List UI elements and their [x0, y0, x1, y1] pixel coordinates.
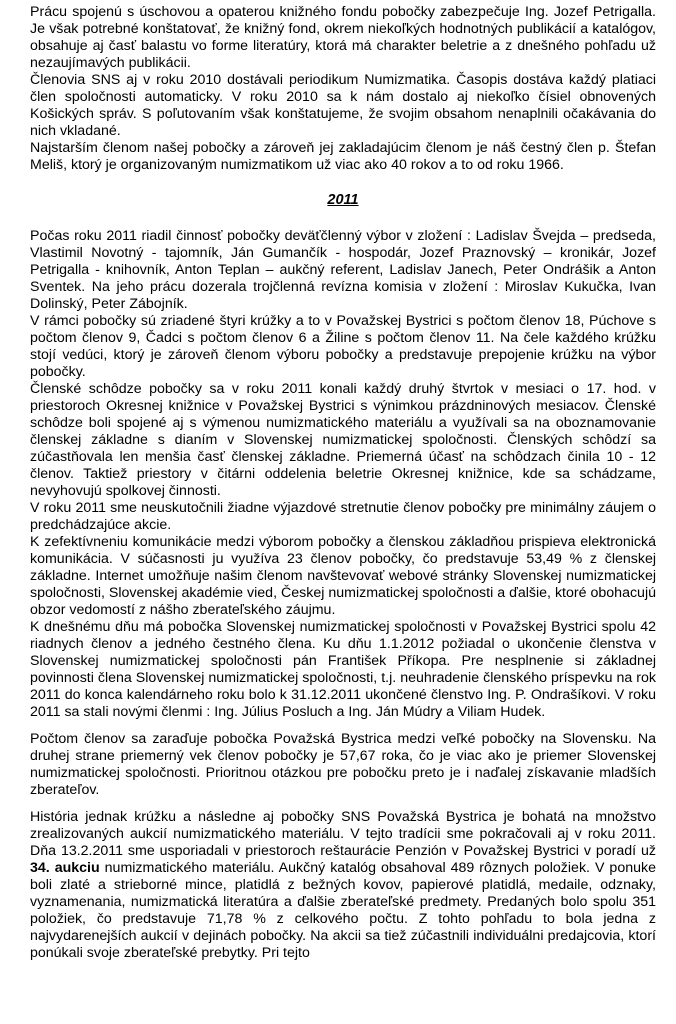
paragraph-communication: K zefektívneniu komunikácie medzi výborom pobočky a členskou základňou prispieva elektronická komunikácia. V súčasnosti ju využíva 23 členov pobočky, čo predstavuje 53,49 % z členskej základne. Internet umožňuje našim členom navštevovať webové stránky Slovenskej numizmatickej spoločnosti, Slovenskej akadémie vied, Českej numizmatickej spoločnosti a ďalšie, ktoré obohacujú obzor vedomostí z nášho zberateľského záujmu. [30, 534, 656, 618]
paragraph-membership: K dnešnému dňu má pobočka Slovenskej numizmatickej spoločnosti v Považskej Bystrici spolu 42 riadnych členov a jedného čestného člena. Ku dňu 1.1.2012 požiadal o ukončenie členstva v Slovenskej numizmatickej spoločnosti pán František Příkopa. Pre nesplnenie si základnej povinnosti člena Slovenskej numizmatickej spoločnosti, t.j. neuhradenie členského príspevku na rok 2011 do konca kalendárneho roku bolo k 31.12.2011 ukončené členstvo Ing. P. Ondrašíkovi. V roku 2011 sa stali novými členmi : Ing. Július Posluch a Ing. Ján Múdry a Viliam Hudek. [30, 619, 656, 720]
paragraph-periodicals: Členovia SNS aj v roku 2010 dostávali periodikum Numizmatika. Časopis dostáva každý platiaci člen spoločnosti automaticky. V roku 2010 sa k nám dostalo aj niekoľko čísiel obnovených Košických správ. S poľutovaním však konštatujeme, že svojim obsahom nenaplnili očakávania do nich vkladané. [30, 72, 656, 139]
paragraph-clubs: V rámci pobočky sú zriadené štyri krúžky a to v Považskej Bystrici s počtom členov 18, Púchove s počtom členov 9, Čadci s počtom členov 6 a Žiline s počtom členov 11. Na čele každého krúžku stojí vedúci, ktorý je zároveň členom výboru pobočky a predstavuje prepojenie krúžku na výbor pobočky. [30, 313, 656, 380]
paragraph-committee: Počas roku 2011 riadil činnosť pobočky deväťčlenný výbor v zložení : Ladislav Švejda – predseda, Vlastimil Novotný - tajomník, Ján Gumančík - hospodár, Jozef Praznovský – kronikár, Jozef Petrigalla - knihovník, Anton Teplan – aukčný referent, Ladislav Janech, Peter Ondrášik a Anton Sventek. Na jeho prácu dozerala trojčlenná revízna komisia v zložení : Miroslav Kukučka, Ivan Dolinský, Peter Zábojník. [30, 228, 656, 312]
paragraph-trips: V roku 2011 sme neuskutočnili žiadne výjazdové stretnutie členov pobočky pre minimálny záujem o predchádzajúce akcie. [30, 500, 656, 533]
auction-number: 34. aukciu [30, 860, 100, 876]
paragraph-library: Prácu spojenú s úschovou a opaterou knižného fondu pobočky zabezpečuje Ing. Jozef Petrigalla. Je však potrebné konštatovať, že knižný fond, okrem niekoľkých hodnotných publikácií a katalógov, obsahuje aj časť balastu vo forme literatúry, ktorá má charakter beletrie a z dnešného pohľadu už nezaujímavých publikácii. [30, 4, 656, 71]
section-heading-year: 2011 [327, 192, 359, 208]
paragraph-member-count: Počtom členov sa zaraďuje pobočka Považská Bystrica medzi veľké pobočky na Slovensku. Na druhej strane priemerný vek členov pobočky je 57,67 roka, čo je viac ako je priemer Slovenskej numizmatickej spoločnosti. Prioritnou otázkou pre pobočku preto je i naďalej získavanie mladších zberateľov. [30, 731, 656, 798]
auction-text-end: numizmatického materiálu. Aukčný katalóg obsahoval 489 rôznych položiek. V ponuke boli zlaté a strieborné mince, platidlá z bežných kovov, papierové platidlá, medaile, odznaky, vyznamenania, numizmatická literatúra a ďalšie zberateľské predmety. Predaných bolo spolu 351 položiek, čo predstavuje 71,78 % z celkového počtu. Z tohto pohľadu to bola jedna z najvydarenejších aukcií v dejinách pobočky. Na akcii sa tiež zúčastnili individuálni predajcovia, ktorí ponúkali svoje zberateľské prebytky. Pri tejto [30, 860, 656, 961]
paragraph-auctions [30, 809, 656, 962]
auction-text-start: História jednak krúžku a následne aj pobočky SNS Považská Bystrica je bohatá na množstvo zrealizovaných aukcií numizmatického materiálu. V tejto tradícii sme pokračovali aj v roku 2011. Dňa 13.2.2011 sme usporiadali v priestoroch reštaurácie Penzión v Považskej Bystrici v poradí už [30, 809, 656, 859]
paragraph-oldest-member: Najstarším členom našej pobočky a zároveň jej zakladajúcim členom je náš čestný člen p. Štefan Meliš, ktorý je organizovaným numizmatikom už viac ako 40 rokov a to od roku 1966. [30, 140, 656, 173]
paragraph-meetings: Členské schôdze pobočky sa v roku 2011 konali každý druhý štvrtok v mesiaci o 17. hod. v priestoroch Okresnej knižnice v Považskej Bystrici s výnimkou prázdninových mesiacov. Členské schôdze boli spojené aj s výmenou numizmatického materiálu a využívali sa na oboznamovanie členskej základne s dianím v Slovenskej numizmatickej spoločnosti. Členských schôdzí sa zúčastňovala len menšia časť členskej základne. Priemerná účasť na schôdzach činila 10 - 12 členov. Taktiež priestory v čitárni oddelenia beletrie Okresnej knižnice, kde sa schádzame, nevyhovujú spolkovej činnosti. [30, 381, 656, 499]
